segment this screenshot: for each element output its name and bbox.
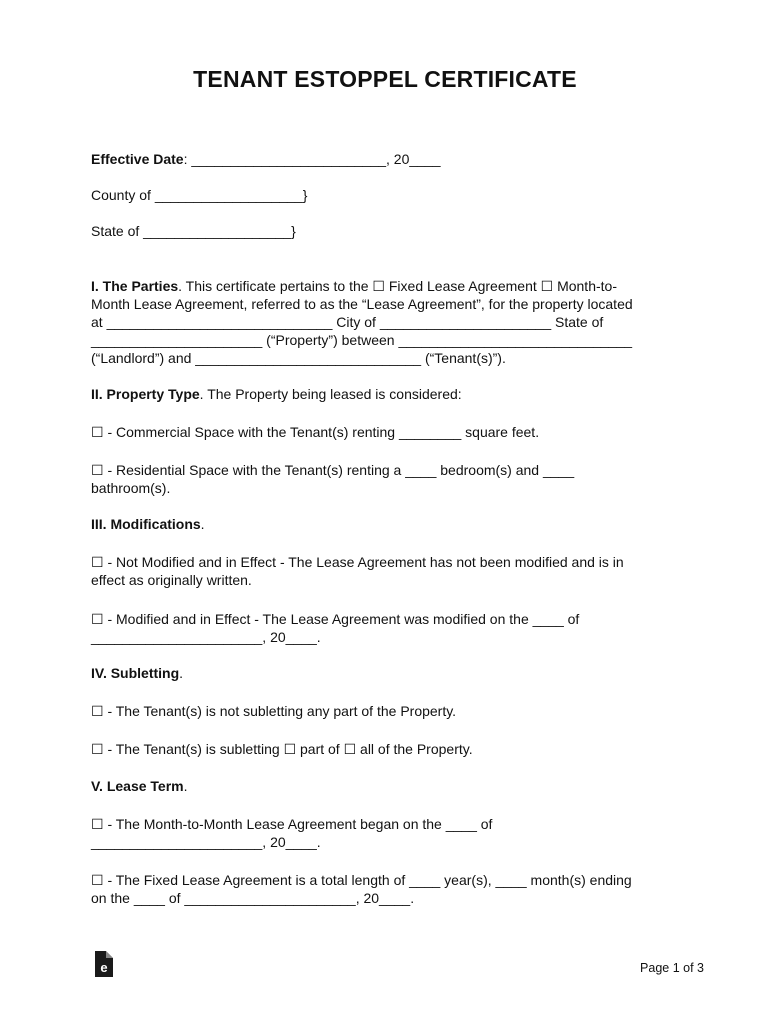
lease-term-heading-line <box>91 777 681 795</box>
property-type-text: . The Property being leased is considered: <box>199 386 462 402</box>
month-to-month-line-1: ☐ - The Month-to-Month Lease Agreement began on the ____ of <box>91 816 493 832</box>
fixed-lease-option <box>91 871 681 907</box>
effective-date-blank: : _________________________, 20____ <box>183 151 441 167</box>
county-line: County of ___________________} <box>91 187 308 203</box>
parties-line-5: (“Landlord”) and _____________________________ (“Tenant(s)”). <box>91 350 506 366</box>
svg-text:e: e <box>100 960 108 975</box>
residential-space-option <box>91 461 681 497</box>
not-modified-line-1: ☐ - Not Modified and in Effect - The Lease Agreement has not been modified and is in <box>91 554 624 570</box>
not-subletting-option: ☐ - The Tenant(s) is not subletting any part of the Property. <box>91 703 457 719</box>
lease-term-dot: . <box>183 778 188 794</box>
parties-line-1: . This certificate pertains to the ☐ Fixed Lease Agreement ☐ Month-to- <box>178 278 617 294</box>
modifications-heading-line <box>91 515 681 533</box>
property-type-heading-line <box>91 385 681 403</box>
month-to-month-line-2: ______________________, 20____. <box>91 834 321 850</box>
effective-date-label: Effective Date <box>91 151 184 167</box>
subletting-heading-line <box>91 664 681 682</box>
lease-term-heading: V. Lease Term <box>91 778 184 794</box>
parties-line-2: Month Lease Agreement, referred to as the “Lease Agreement”, for the property located <box>91 296 633 312</box>
state-line: State of ___________________} <box>91 223 296 239</box>
eforms-logo-icon <box>93 951 113 977</box>
modified-line-1: ☐ - Modified and in Effect - The Lease Agreement was modified on the ____ of <box>91 611 580 627</box>
parties-line-3: at _____________________________ City of ______________________ State of <box>91 314 604 330</box>
effective-date-line <box>91 150 681 168</box>
parties-line-4: ______________________ (“Property”) between ______________________________ <box>91 332 633 348</box>
parties-section <box>91 277 681 367</box>
subletting-heading: IV. Subletting <box>91 665 180 681</box>
modifications-dot: . <box>200 516 205 532</box>
fixed-lease-line-2: on the ____ of ______________________, 20____. <box>91 890 415 906</box>
modified-option <box>91 610 681 646</box>
page-number: Page 1 of 3 <box>640 961 704 975</box>
not-modified-option <box>91 553 681 589</box>
modifications-heading: III. Modifications <box>91 516 201 532</box>
subletting-dot: . <box>179 665 184 681</box>
residential-line-2: bathroom(s). <box>91 480 171 496</box>
is-subletting-option: ☐ - The Tenant(s) is subletting ☐ part of ☐ all of the Property. <box>91 741 473 757</box>
not-modified-line-2: effect as originally written. <box>91 572 252 588</box>
modified-line-2: ______________________, 20____. <box>91 629 321 645</box>
fixed-lease-line-1: ☐ - The Fixed Lease Agreement is a total length of ____ year(s), ____ month(s) ending <box>91 872 632 888</box>
parties-heading: I. The Parties <box>91 278 179 294</box>
commercial-space-option: ☐ - Commercial Space with the Tenant(s) renting ________ square feet. <box>91 424 540 440</box>
month-to-month-option <box>91 815 681 851</box>
document-title: TENANT ESTOPPEL CERTIFICATE <box>193 66 577 92</box>
residential-line-1: ☐ - Residential Space with the Tenant(s) renting a ____ bedroom(s) and ____ <box>91 462 575 478</box>
property-type-heading: II. Property Type <box>91 386 200 402</box>
